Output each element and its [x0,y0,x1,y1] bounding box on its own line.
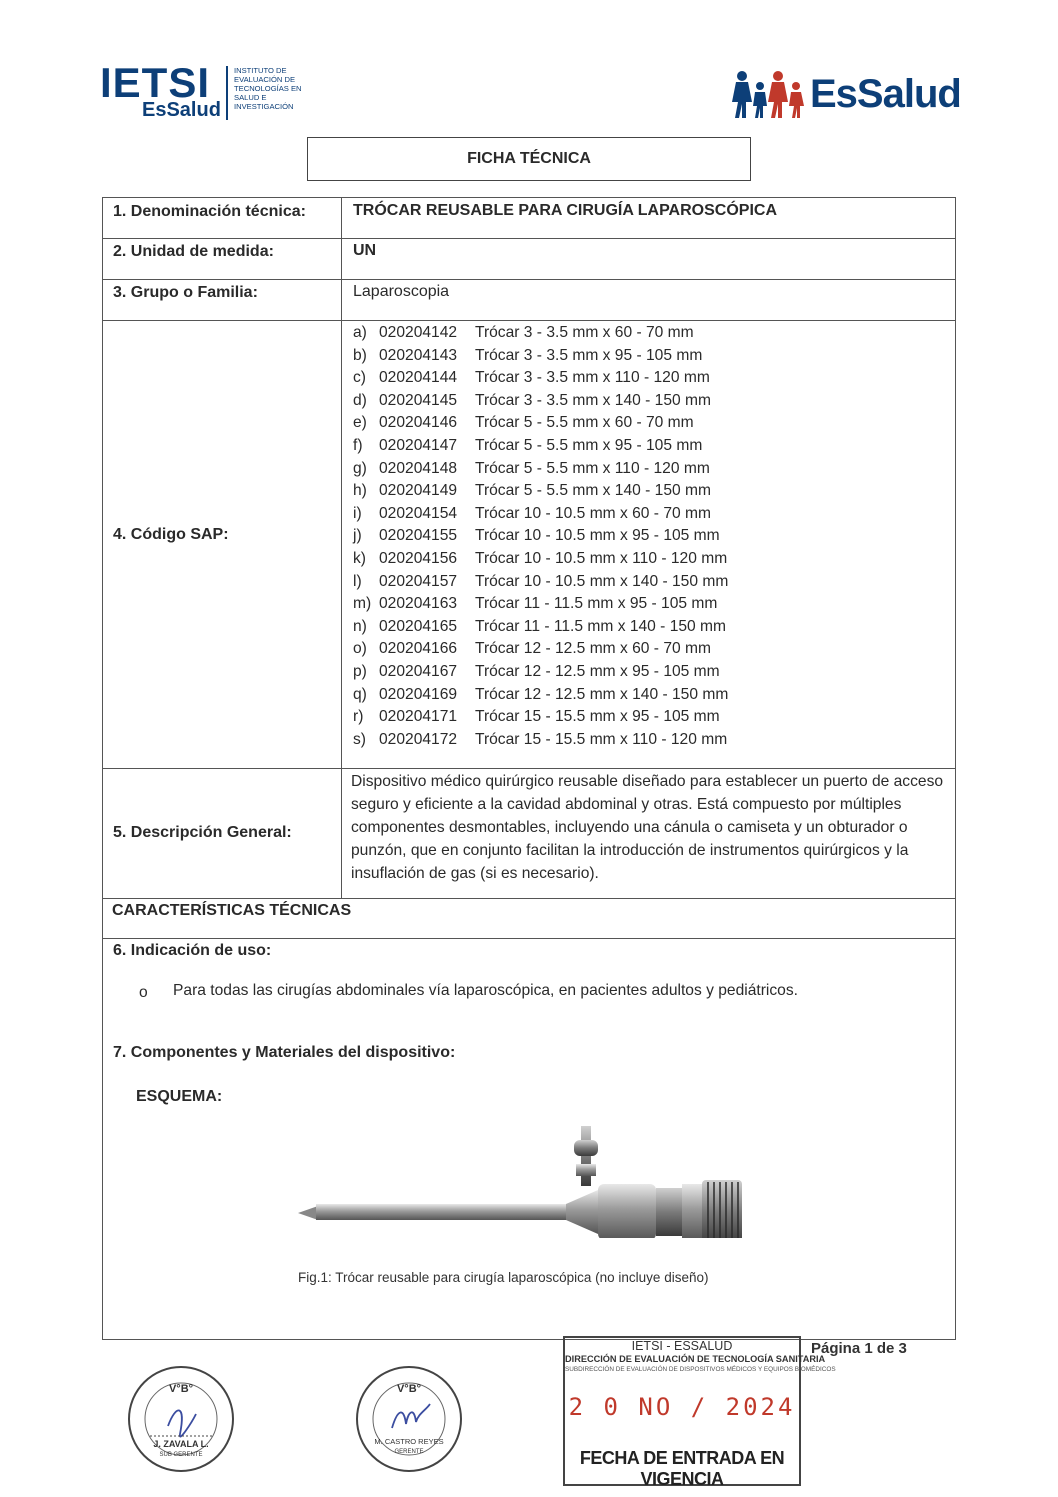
sap-item-code: 020204165 [379,617,458,635]
page-title: FICHA TÉCNICA [307,137,751,181]
seal2-name: M. CASTRO REYES [374,1437,444,1446]
sap-item-description: Trócar 10 - 10.5 mm x 110 - 120 mm [475,549,728,567]
seal1-vb: V°B° [168,1383,194,1395]
sap-code-row [353,616,728,639]
ietsi-desc-line: TECNOLOGÍAS EN [234,84,302,93]
denominacion-label: 1. Denominación técnica: [113,203,306,220]
ietsi-logo [100,59,330,122]
componentes-label: 7. Componentes y Materiales del dispositivo: [113,1044,456,1061]
sap-item-code: 020204145 [379,391,458,409]
sap-item-description: Trócar 5 - 5.5 mm x 110 - 120 mm [475,459,710,477]
sap-code-row [353,345,728,368]
stamp-title: IETSI - ESSALUD [631,1339,733,1353]
sap-code-row [353,661,728,684]
sap-item-letter: p) [353,662,367,680]
ietsi-logo-acronym: IETSI [100,59,211,106]
sap-item-letter: r) [353,708,364,726]
sap-item-code: 020204154 [379,504,458,522]
sap-item-letter: m) [353,595,372,613]
table-divider [103,938,955,939]
sap-item-description: Trócar 5 - 5.5 mm x 140 - 150 mm [475,482,711,500]
ietsi-logo-description [234,66,330,111]
ietsi-desc-line: EVALUACIÓN DE [234,75,296,84]
unidad-label: 2. Unidad de medida: [113,243,274,260]
caracteristicas-heading: CARACTERÍSTICAS TÉCNICAS [112,902,352,919]
stamp-date: 2 0 NO / 2024 [568,1393,796,1421]
sap-code-row [353,548,728,571]
sap-item-code: 020204142 [379,324,458,341]
sap-code-row [353,390,728,413]
sap-item-code: 020204157 [379,572,458,590]
essalud-logo-text: EsSalud [810,72,961,116]
sap-item-code: 020204148 [379,459,458,477]
sap-code-row [353,706,728,729]
sap-code-row [353,593,728,616]
sap-item-description: Trócar 5 - 5.5 mm x 95 - 105 mm [475,436,703,454]
sap-item-letter: g) [353,459,367,477]
sap-item-letter: c) [353,369,366,387]
indicacion-text: Para todas las cirugías abdominales vía laparoscópica, en pacientes adultos y pediátricos. [173,982,798,999]
table-divider [103,898,955,899]
sap-item-letter: f) [353,436,363,454]
sap-item-letter: i) [353,504,362,522]
sap-item-description: Trócar 10 - 10.5 mm x 95 - 105 mm [475,527,720,545]
essalud-logo [730,66,960,120]
sap-item-description: Trócar 12 - 12.5 mm x 95 - 105 mm [475,662,720,680]
descripcion-label: 5. Descripción General: [113,824,292,841]
sap-code-row [353,503,728,526]
sap-item-description: Trócar 12 - 12.5 mm x 140 - 150 mm [475,685,729,703]
sap-item-letter: b) [353,346,367,364]
sap-item-letter: d) [353,391,367,409]
seal2-vb: V°B° [396,1383,422,1395]
sap-item-description: Trócar 12 - 12.5 mm x 60 - 70 mm [475,640,711,658]
sap-item-letter: j) [353,527,362,545]
table-divider [103,320,955,321]
denominacion-value: TRÓCAR REUSABLE PARA CIRUGÍA LAPAROSCÓPICA [353,202,778,219]
esquema-label: ESQUEMA: [136,1088,223,1105]
sap-item-letter: o) [353,640,367,658]
approval-seal-subgerente [126,1364,236,1474]
figure-caption: Fig.1: Trócar reusable para cirugía laparoscópica (no incluye diseño) [298,1270,709,1285]
sap-item-description: Trócar 11 - 11.5 mm x 140 - 150 mm [475,617,727,635]
ietsi-desc-line: SALUD E [234,93,267,102]
ietsi-logo-sub: EsSalud [142,99,221,121]
sap-item-description: Trócar 3 - 3.5 mm x 60 - 70 mm [475,324,694,341]
sap-item-code: 020204149 [379,482,458,500]
sap-item-description: Trócar 10 - 10.5 mm x 60 - 70 mm [475,504,711,522]
sap-item-letter: n) [353,617,367,635]
ietsi-desc-line: INVESTIGACIÓN [234,102,294,111]
table-divider [103,768,955,769]
sap-item-letter: h) [353,482,367,500]
sap-item-code: 020204169 [379,685,458,703]
sap-item-letter: l) [353,572,362,590]
sap-code-row [353,729,728,752]
spec-table [102,197,956,1340]
sap-item-description: Trócar 3 - 3.5 mm x 140 - 150 mm [475,391,711,409]
indicacion-label: 6. Indicación de uso: [113,942,272,959]
sap-item-code: 020204147 [379,436,458,454]
stamp-footer: FECHA DE ENTRADA EN VIGENCIA [579,1448,785,1489]
sap-item-letter: a) [353,324,367,341]
sap-item-code: 020204155 [379,527,458,545]
trocar-illustration [298,1108,758,1238]
sap-item-code: 020204166 [379,640,458,658]
sap-code-row [353,458,728,481]
sap-code-row [353,638,728,661]
stamp-direction: DIRECCIÓN DE EVALUACIÓN DE TECNOLOGÍA SANITARIA [565,1354,826,1364]
table-divider [103,279,955,280]
sap-code-row [353,435,728,458]
approval-seal-gerente [354,1364,464,1474]
sap-item-code: 020204167 [379,662,458,680]
sap-item-letter: k) [353,549,366,567]
sap-code-row [353,367,728,390]
ietsi-logo-divider [226,66,228,120]
grupo-label: 3. Grupo o Familia: [113,284,258,301]
table-column-divider [341,198,342,898]
unidad-value: UN [353,242,377,259]
descripcion-value: Dispositivo médico quirúrgico reusable diseñado para establecer un puerto de acceso seguro y eficiente a la cavidad abdominal y otras. Está compuesto por múltiples componentes desmontables, incluyendo una cánula o camiseta y un obturador o punzón, que en conjunto facilitan la introducción de instrumentos quirúrgicos y la insuflación de gas (si es necesario). [351,773,944,882]
sap-item-code: 020204144 [379,369,458,387]
sap-item-code: 020204156 [379,549,458,567]
sap-item-code: 020204163 [379,595,458,613]
grupo-value: Laparoscopia [353,283,450,300]
table-divider [103,238,955,239]
sap-item-code: 020204171 [379,708,458,726]
sap-item-letter: e) [353,414,367,432]
sap-item-description: Trócar 11 - 11.5 mm x 95 - 105 mm [475,595,718,613]
sap-code-row [353,571,728,594]
sap-item-description: Trócar 15 - 15.5 mm x 110 - 120 mm [475,730,728,748]
sap-code-row [353,322,728,345]
effective-date-stamp [563,1336,836,1489]
sap-item-code: 020204143 [379,346,458,364]
sap-item-description: Trócar 3 - 3.5 mm x 95 - 105 mm [475,346,703,364]
sap-code-row [353,480,728,503]
sap-item-code: 020204146 [379,414,458,432]
sap-item-description: Trócar 5 - 5.5 mm x 60 - 70 mm [475,414,694,432]
sap-code-row [353,684,728,707]
sap-code-list [353,322,728,751]
ietsi-desc-line: INSTITUTO DE [234,66,287,75]
sap-code-row [353,412,728,435]
stamp-subdirection: SUBDIRECCIÓN DE EVALUACIÓN DE DISPOSITIVOS MÉDICOS Y EQUIPOS BIOMÉDICOS [565,1366,836,1373]
codigo-sap-label: 4. Código SAP: [113,526,229,543]
sap-item-letter: q) [353,685,367,703]
sap-item-description: Trócar 15 - 15.5 mm x 95 - 105 mm [475,708,720,726]
sap-item-letter: s) [353,730,366,748]
seal2-role: GERENTE [394,1449,424,1455]
seal1-name: J. ZAVALA L. [153,1439,209,1449]
sap-item-description: Trócar 3 - 3.5 mm x 110 - 120 mm [475,369,710,387]
sap-item-code: 020204172 [379,730,458,748]
bullet-marker: o [139,984,148,1001]
sap-code-row [353,525,728,548]
sap-item-description: Trócar 10 - 10.5 mm x 140 - 150 mm [475,572,729,590]
page-number: Página 1 de 3 [811,1340,907,1357]
seal1-role: SUB GERENTE [159,1452,203,1458]
family-figures-icon [730,68,810,120]
